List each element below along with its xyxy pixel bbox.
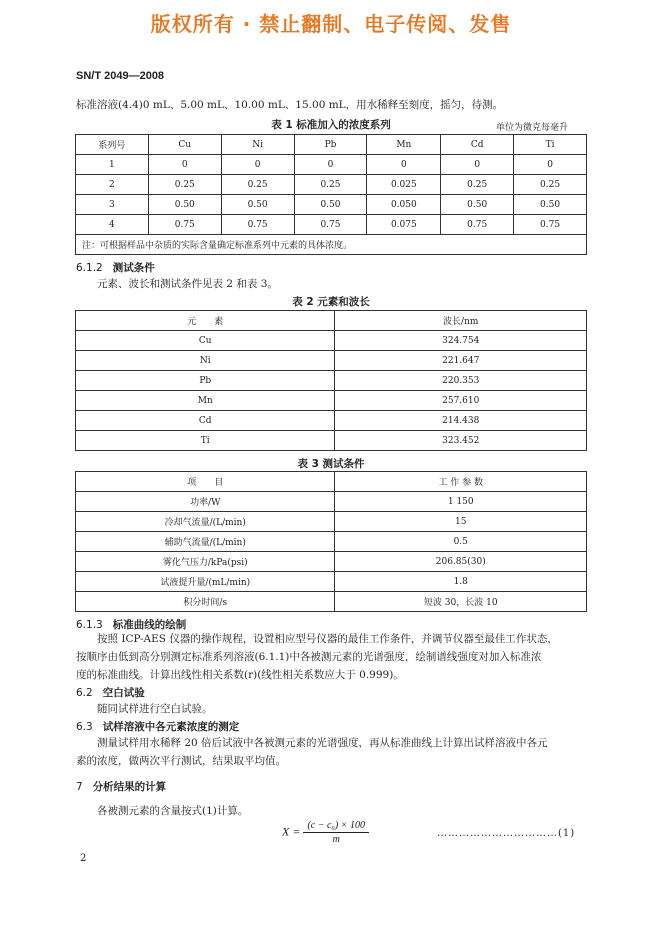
table-cell: 220.353 — [335, 371, 587, 391]
table-cell: 3 — [76, 195, 149, 215]
table-header-cell: Ni — [221, 135, 294, 155]
table-row — [76, 175, 587, 195]
table-cell: 冷却气流量/(L/min) — [76, 512, 335, 532]
table-cell: Pb — [76, 371, 335, 391]
table2 — [75, 310, 587, 451]
table-cell: 1 — [76, 155, 149, 175]
table-cell: 0.25 — [148, 175, 221, 195]
table-cell: 短波 30，长波 10 — [335, 592, 587, 612]
table-header-cell: Mn — [367, 135, 441, 155]
section-number: 6.1.3 — [76, 619, 103, 631]
section-number: 7 — [76, 781, 83, 793]
table-cell: 0.50 — [148, 195, 221, 215]
table-row — [76, 552, 587, 572]
section-number: 6.1.2 — [76, 262, 103, 274]
table-cell: Mn — [76, 391, 335, 411]
table-cell: Cu — [76, 331, 335, 351]
table2-header-row — [76, 311, 587, 331]
table-cell: 0 — [294, 155, 367, 175]
table-cell: 323.452 — [335, 431, 587, 451]
section-6-3-heading — [76, 719, 239, 734]
table-cell: 214.438 — [335, 411, 587, 431]
table-cell: 0 — [221, 155, 294, 175]
table-cell: 试液提升量/(mL/min) — [76, 572, 335, 592]
table-cell: 0.50 — [441, 195, 514, 215]
intro-line: 标准溶液(4.4)0 mL、5.00 mL、10.00 mL、15.00 mL，用水稀释至刻度，摇匀，待测。 — [76, 99, 504, 111]
section-number: 6.3 — [76, 721, 93, 733]
table-cell: 0.050 — [367, 195, 441, 215]
paragraph-line: 素的浓度，做两次平行测试，结果取平均值。 — [76, 755, 286, 767]
table-header-cell: Cu — [148, 135, 221, 155]
standard-number: SN/T 2049—2008 — [76, 70, 165, 82]
table-cell: 0.75 — [441, 215, 514, 235]
table1-note: 注：可根据样品中杂质的实际含量确定标准系列中元素的具体浓度。 — [76, 235, 587, 255]
section-6-1-2-heading — [76, 260, 155, 275]
table-row — [76, 391, 587, 411]
section-number: 6.2 — [76, 687, 93, 699]
table-row — [76, 431, 587, 451]
section-6-1-2-text: 元素、波长和测试条件见表 2 和表 3。 — [97, 278, 278, 290]
table-cell: 积分时间/s — [76, 592, 335, 612]
table-row — [76, 155, 587, 175]
table-cell: 4 — [76, 215, 149, 235]
table-cell: 0.75 — [221, 215, 294, 235]
section-7-text: 各被测元素的含量按式(1)计算。 — [97, 805, 249, 817]
table-cell: 0.5 — [335, 532, 587, 552]
table-header-cell: 元 素 — [76, 311, 335, 331]
section-title: 测试条件 — [112, 262, 155, 274]
table-cell: 0.25 — [441, 175, 514, 195]
table-cell: 0 — [148, 155, 221, 175]
table-row — [76, 592, 587, 612]
table-row — [76, 572, 587, 592]
formula-denominator: m — [332, 834, 340, 845]
formula-lhs: X = — [282, 824, 301, 839]
table-row — [76, 215, 587, 235]
table2-caption: 表 2 元素和波长 — [292, 296, 370, 308]
table-row — [76, 371, 587, 391]
table-cell: 0.75 — [294, 215, 367, 235]
table-header-cell: 系列号 — [76, 135, 149, 155]
table-cell: 221.647 — [335, 351, 587, 371]
table-header-cell: 工 作 参 数 — [335, 472, 587, 492]
table-cell: 0.50 — [294, 195, 367, 215]
table-cell: 206.85(30) — [335, 552, 587, 572]
watermark: 版权所有 · 禁止翻制、电子传阅、发售 — [150, 12, 512, 36]
section-title: 试样溶液中各元素浓度的测定 — [102, 721, 240, 733]
table-row — [76, 331, 587, 351]
table-header-cell: Ti — [514, 135, 587, 155]
table-cell: 功率/W — [76, 492, 335, 512]
table-cell: 324.754 — [335, 331, 587, 351]
table-cell: 257.610 — [335, 391, 587, 411]
paragraph-line: 测量试样用水稀释 20 倍后试液中各被测元素的光谱强度，再从标准曲线上计算出试样溶液中各元 — [97, 737, 548, 749]
table-cell: 0 — [441, 155, 514, 175]
table-cell: 2 — [76, 175, 149, 195]
section-7-heading — [76, 779, 166, 794]
table1-header-row — [76, 135, 587, 155]
table-cell: 辅助气流量/(L/min) — [76, 532, 335, 552]
section-6-2-text: 随同试样进行空白试验。 — [97, 703, 213, 715]
section-title: 空白试验 — [102, 687, 145, 699]
table-cell: 0 — [514, 155, 587, 175]
table-cell: Ni — [76, 351, 335, 371]
equation-number: ……………………………(1) — [437, 828, 576, 839]
table1-caption: 表 1 标准加入的浓度系列 — [271, 119, 391, 131]
table-header-cell: Cd — [441, 135, 514, 155]
paragraph-line: 按照 ICP-AES 仪器的操作规程，设置相应型号仪器的最佳工作条件，并调节仪器至最佳工作状态， — [97, 633, 558, 645]
table-cell: 0.50 — [221, 195, 294, 215]
table-cell: 0 — [367, 155, 441, 175]
table1 — [75, 134, 587, 255]
table-row — [76, 492, 587, 512]
table1-unit: 单位为微克每毫升 — [496, 123, 569, 133]
table-cell: 15 — [335, 512, 587, 532]
table-header-cell: 波长/nm — [335, 311, 587, 331]
table-cell: 0.075 — [367, 215, 441, 235]
section-title: 标准曲线的绘制 — [112, 619, 187, 631]
table-cell: Cd — [76, 411, 335, 431]
table3-caption: 表 3 测试条件 — [297, 458, 365, 470]
table3-header-row — [76, 472, 587, 492]
formula-fraction — [303, 820, 369, 845]
paragraph-line: 度的标准曲线。计算出线性相关系数(r)(线性相关系数应大于 0.999)。 — [76, 669, 404, 681]
table-cell: 0.25 — [294, 175, 367, 195]
table3 — [75, 471, 587, 612]
paragraph-line: 按顺序由低到高分别测定标准系列溶液(6.1.1)中各被测元素的光谱强度，绘制谱线强度对加入标准浓 — [76, 651, 542, 663]
table-header-cell: 项 目 — [76, 472, 335, 492]
page-number: 2 — [80, 853, 87, 864]
table-cell: 0.25 — [514, 175, 587, 195]
formula-numerator: (c − c₀) × 100 — [303, 820, 369, 833]
section-6-2-heading — [76, 685, 145, 700]
section-title: 分析结果的计算 — [92, 781, 167, 793]
table-cell: 0.25 — [221, 175, 294, 195]
table-row — [76, 195, 587, 215]
table-cell: 0.75 — [514, 215, 587, 235]
table-row — [76, 512, 587, 532]
table-row — [76, 532, 587, 552]
table-cell: 1 150 — [335, 492, 587, 512]
table-cell: 1.8 — [335, 572, 587, 592]
table-row — [76, 411, 587, 431]
formula — [282, 820, 369, 845]
table-row — [76, 351, 587, 371]
table-cell: 0.50 — [514, 195, 587, 215]
table-header-cell: Pb — [294, 135, 367, 155]
table-cell: 0.025 — [367, 175, 441, 195]
table-cell: 雾化气压力/kPa(psi) — [76, 552, 335, 572]
table1-note-row — [76, 235, 587, 255]
table-cell: Ti — [76, 431, 335, 451]
table-cell: 0.75 — [148, 215, 221, 235]
